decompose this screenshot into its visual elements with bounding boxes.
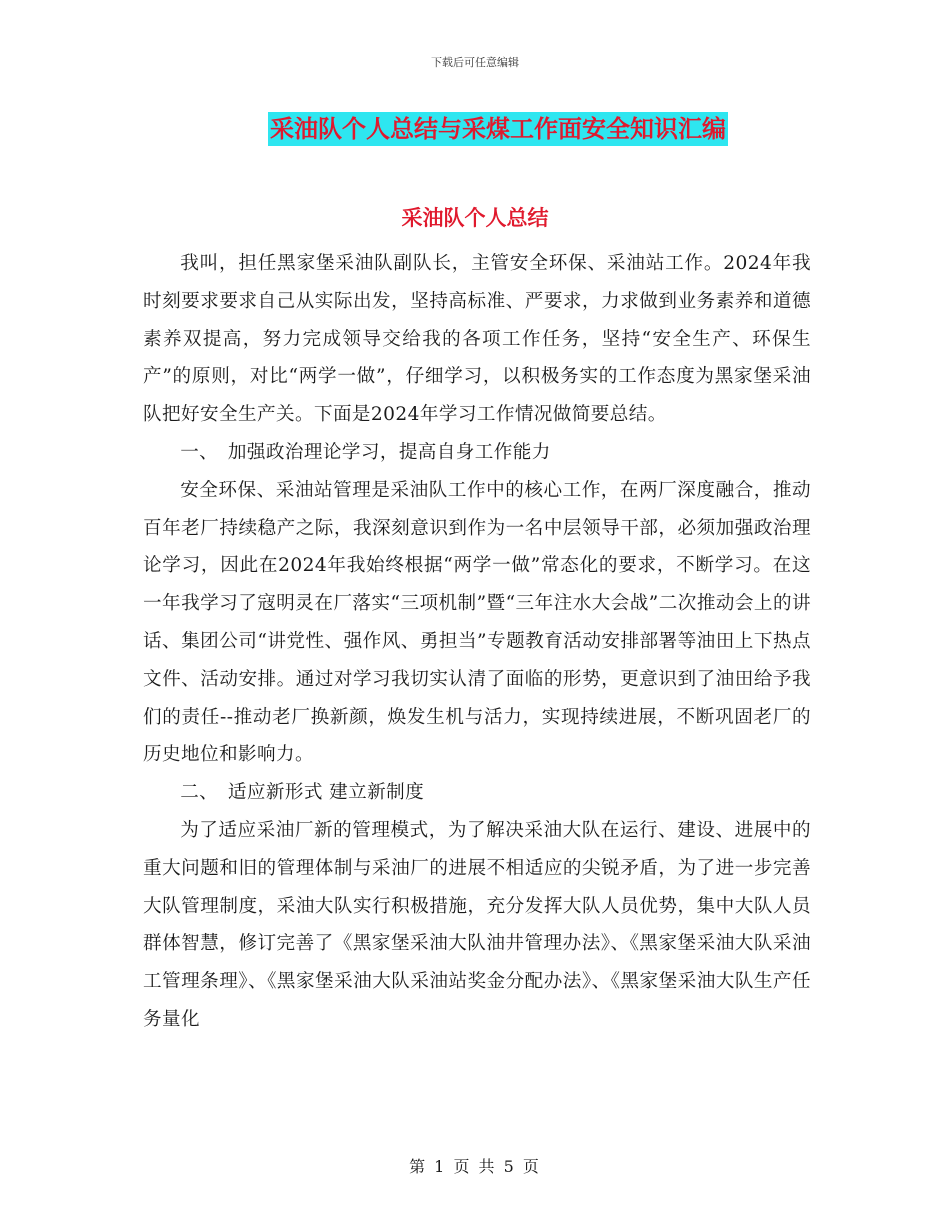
section-title: 采油队个人总结	[401, 206, 549, 230]
heading-one: 一、 加强政治理论学习，提高自身工作能力	[180, 441, 551, 463]
paragraph-two: 为了适应采油厂新的管理模式，为了解决采油大队在运行、建设、进展中的重大问题和旧的管理体制与采油厂的进展不相适应的尖锐矛盾，为了进一步完善大队管理制度，采油大队实行积极措施，充分发挥大队人员优势，集中大队人员群体智慧，修订完善了《黑家堡采油大队油井管理办法》、《黑家堡采油大队采油工管理条理》、《黑家堡采油大队采油站奖金分配办法》、《黑家堡采油大队生产任务量化	[143, 819, 811, 1030]
paragraph-intro: 我叫，担任黑家堡采油队副队长，主管安全环保、采油站工作。2024年我时刻要求要求自己从实际出发，坚持高标准、严要求，力求做到业务素养和道德素养双提高，努力完成领导交给我的各项工作任务，坚持“安全生产、环保生产”的原则，对比“两学一做”，仔细学习，以积极务实的工作态度为黑家堡采油队把好安全生产关。下面是2024年学习工作情况做简要总结。	[143, 253, 811, 426]
page-footer: 第 1 页 共 5 页	[409, 1157, 541, 1176]
document-title: 采油队个人总结与采煤工作面安全知识汇编	[268, 112, 728, 146]
heading-two: 二、 适应新形式 建立新制度	[180, 782, 425, 804]
paragraph-one: 安全环保、采油站管理是采油队工作中的核心工作，在两厂深度融合，推动百年老厂持续稳产之际，我深刻意识到作为一名中层领导干部，必须加强政治理论学习，因此在2024年我始终根据“两学一做”常态化的要求，不断学习。在这一年我学习了寇明灵在厂落实“三项机制”暨“三年注水大会战”二次推动会上的讲话、集团公司“讲党性、强作风、勇担当”专题教育活动安排部署等油田上下热点文件、活动安排。通过对学习我切实认清了面临的形势，更意识到了油田给予我们的责任--推动老厂换新颜，焕发生机与活力，实现持续进展，不断巩固老厂的历史地位和影响力。	[143, 479, 811, 766]
body-text	[143, 245, 811, 1039]
document-title-wrap	[0, 112, 950, 146]
header-note: 下载后可任意编辑	[431, 56, 519, 69]
